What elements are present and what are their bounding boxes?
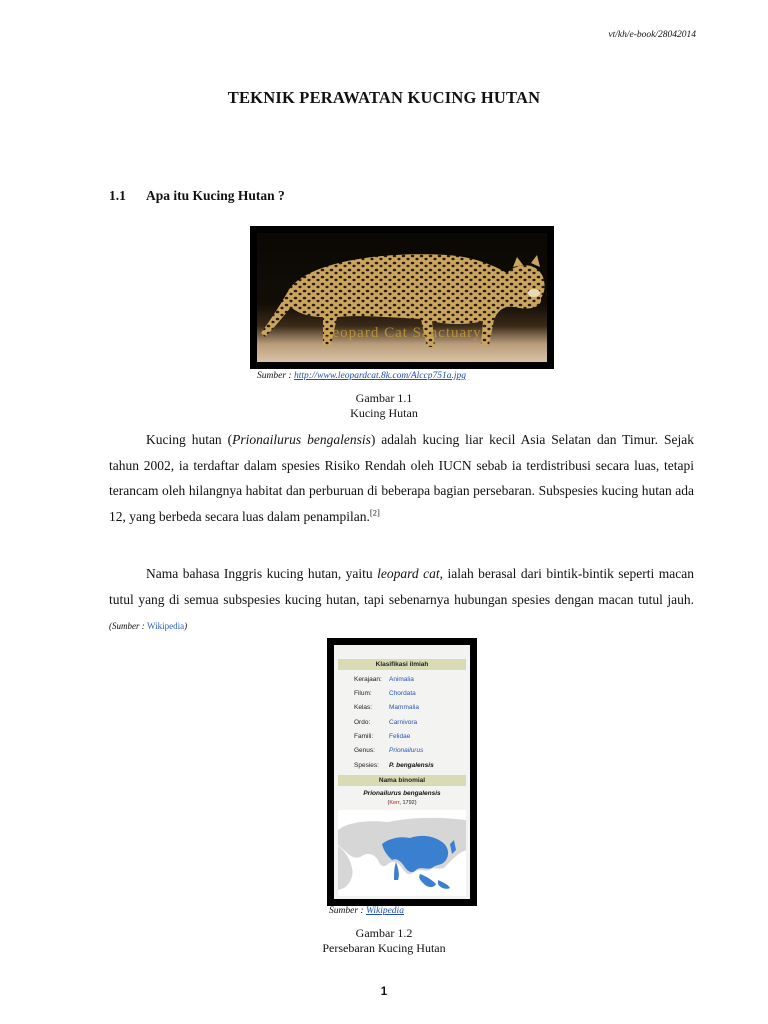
figure-1-source-link[interactable]: http://www.leopardcat.8k.com/Alccp751a.jpg — [293, 371, 466, 381]
figure-2-caption — [0, 926, 768, 956]
taxobox-key: Ordo: — [354, 719, 371, 726]
taxobox-row — [354, 676, 414, 684]
species-name: Prionailurus bengalensis — [232, 432, 371, 447]
section-title: Apa itu Kucing Hutan ? — [146, 188, 285, 203]
paragraph-2-text-a: Nama bahasa Inggris kucing hutan, yaitu — [146, 566, 378, 581]
taxobox-row — [354, 762, 434, 770]
figure-1-caption-number: Gambar 1.1 — [355, 391, 413, 405]
taxobox-key: Famili: — [354, 733, 374, 740]
figure-2-caption-title: Persebaran Kucing Hutan — [322, 941, 446, 955]
figure-1-photo-frame — [250, 226, 554, 369]
figure-2-source — [329, 906, 404, 916]
photo-watermark: Leopard Cat Sanctuary — [322, 325, 482, 341]
document-title: TEKNIK PERAWATAN KUCING HUTAN — [227, 88, 541, 107]
range-map-illustration — [338, 810, 466, 896]
source-close-paren: ) — [184, 621, 188, 631]
figure-2-source-link[interactable]: Wikipedia — [365, 906, 404, 916]
paragraph-2-source — [109, 621, 187, 631]
taxobox-header: Klasifikasi ilmiah — [338, 659, 466, 670]
taxobox-row — [354, 704, 419, 712]
paragraph-1-text-a: Kucing hutan ( — [146, 432, 233, 447]
taxobox-key: Genus: — [354, 747, 375, 754]
figure-1-source — [257, 371, 466, 381]
range-map — [338, 810, 466, 896]
taxobox-value-link[interactable]: Mammalia — [389, 704, 419, 711]
taxobox-row — [354, 690, 416, 698]
wikipedia-link[interactable]: Wikipedia — [147, 621, 185, 631]
paragraph-2-text-b: , ialah berasal dari bintik-bintik seperti macan tutul yang di semua subspesies kucing hutan, tapi sebenarnya hubungan spesies dengan macan tutul jauh. — [109, 566, 694, 607]
figure-1-source-label: Sumber : — [257, 371, 294, 381]
taxobox-value-link[interactable]: Animalia — [389, 676, 414, 683]
authority-open: ( — [387, 800, 390, 806]
taxobox-row — [354, 719, 417, 727]
taxobox-key: Kerajaan: — [354, 676, 382, 683]
section-heading — [109, 188, 285, 204]
taxobox — [334, 645, 470, 899]
figure-2-caption-number: Gambar 1.2 — [355, 926, 413, 940]
paragraph-1 — [109, 427, 694, 529]
source-open-paren: ( — [109, 621, 112, 631]
paragraph-2 — [109, 561, 694, 640]
leopard-cat-photo — [257, 233, 547, 362]
taxobox-row — [354, 733, 410, 741]
figure-1-caption — [0, 391, 768, 421]
source-label: Sumber : — [112, 621, 147, 631]
english-name: leopard cat — [377, 566, 440, 581]
binomial-header: Nama binomial — [338, 775, 466, 786]
taxobox-value-link[interactable]: Carnivora — [389, 719, 418, 726]
taxobox-row — [354, 747, 423, 755]
taxobox-key: Spesies: — [354, 762, 379, 769]
taxobox-value-link[interactable]: Chordata — [389, 690, 416, 697]
leopard-cat-illustration — [257, 233, 547, 362]
header-code: vt/kh/e-book/28042014 — [608, 30, 696, 40]
page-number: 1 — [380, 986, 388, 998]
taxobox-value-link[interactable]: Felidae — [389, 733, 411, 740]
figure-2-taxobox-frame — [327, 638, 477, 906]
taxobox-key: Filum: — [354, 690, 372, 697]
taxobox-value: P. bengalensis — [389, 762, 434, 769]
section-number: 1.1 — [109, 188, 126, 203]
authority-link[interactable]: Kerr — [389, 800, 400, 806]
taxobox-key: Kelas: — [354, 704, 373, 711]
taxobox-value-link[interactable]: Prionailurus — [389, 747, 424, 754]
authority-year: , 1792) — [399, 800, 417, 806]
binomial-authority — [334, 800, 470, 806]
figure-2-source-label: Sumber : — [329, 906, 366, 916]
reference-marker[interactable]: [2] — [369, 507, 380, 517]
binomial-name: Prionailurus bengalensis — [363, 790, 441, 797]
paragraph-1-text-b: ) adalah kucing liar kecil Asia Selatan dan Timur. Sejak tahun 2002, ia terdaftar dalam spesies Risiko Rendah oleh IUCN sebab ia terdistribusi secara luas, tetapi terancam oleh hilangnya habitat dan perburuan di beberapa bagian persebaran. Subspesies kucing hutan ada 12, yang berbeda secara luas dalam penampilan. — [109, 432, 694, 524]
figure-1-caption-title: Kucing Hutan — [350, 406, 418, 420]
